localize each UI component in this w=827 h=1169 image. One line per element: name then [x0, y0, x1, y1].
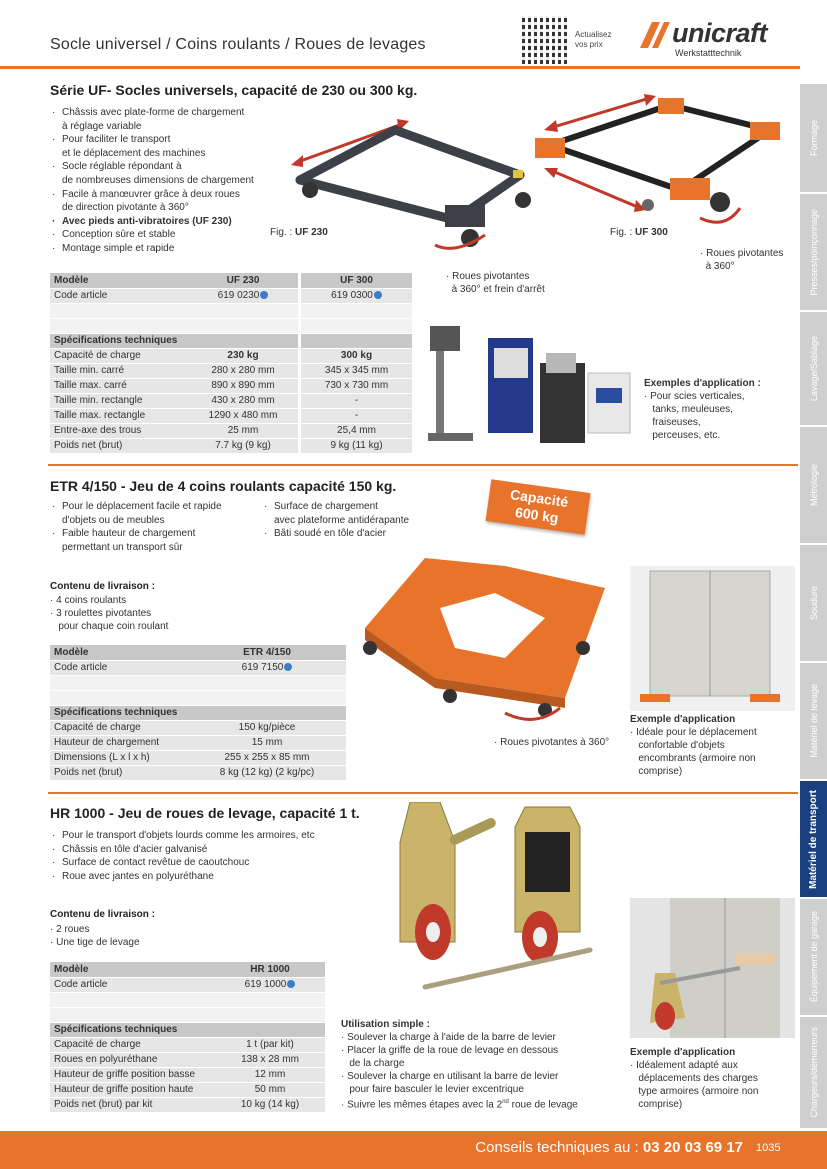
hr-image	[385, 802, 610, 1007]
etr-spec-table	[50, 645, 346, 781]
price-badge-icon	[374, 291, 382, 299]
qr-caption: Actualisez vos prix	[575, 30, 612, 49]
hr-spec-table	[50, 962, 325, 1113]
list-item: · Châssis avec plate-forme de chargement à réglage variable	[50, 106, 280, 133]
table-row	[50, 675, 346, 690]
etr-image	[355, 548, 615, 728]
etr-title: ETR 4/150 - Jeu de 4 coins roulants capacité 150 kg.	[50, 478, 397, 494]
table-row: Code article 619 0230 619 0300	[50, 288, 412, 303]
table-row: Poids net (brut) par kit 10 kg (14 kg)	[50, 1097, 325, 1112]
list-item: · Pour le transport d'objets lourds comme les armoires, etc	[50, 829, 350, 843]
table-row	[50, 303, 412, 318]
list-item: · Avec pieds anti-vibratoires (UF 230)	[50, 215, 280, 229]
tab-presses[interactable]: Presses/poinçonnage	[800, 194, 827, 312]
section-divider	[48, 464, 798, 466]
table-row	[50, 1007, 325, 1022]
list-item: · Châssis en tôle d'acier galvanisé	[50, 843, 350, 857]
tab-metrologie[interactable]: Métrologie	[800, 427, 827, 545]
uf-bullets	[50, 106, 280, 256]
table-row: Roues en polyuréthane 138 x 28 mm	[50, 1052, 325, 1067]
list-item: · Pour faciliter le transport et le déplacement des machines	[50, 133, 280, 160]
table-row: Hauteur de griffe position haute 50 mm	[50, 1082, 325, 1097]
etr-cabinet-photo	[630, 566, 795, 711]
table-row: Poids net (brut) 8 kg (12 kg) (2 kg/pc)	[50, 765, 346, 780]
table-row: Hauteur de chargement 15 mm	[50, 735, 346, 750]
tab-transport[interactable]: Matériel de transport	[800, 781, 827, 899]
brand-logo: unicraft	[672, 18, 768, 48]
list-item: · Faible hauteur de chargement permettant un transport sûr	[50, 527, 260, 554]
table-row: Hauteur de griffe position basse 12 mm	[50, 1067, 325, 1082]
table-row	[50, 690, 346, 705]
footer-contact: Conseils techniques au : 03 20 03 69 17	[475, 1139, 743, 1156]
table-row: Spécifications techniques	[50, 1022, 325, 1037]
hr-application-photo	[630, 898, 795, 1038]
tab-formage[interactable]: Formage	[800, 84, 827, 194]
hr-usage: Utilisation simple : · Soulever la charge à l'aide de la barre de levier · Placer la griffe de la roue de levage en dessous de la charge · Soulever la charge en utilisant la barre de levier pour faire basculer le levier excentrique · Suivre les mêmes étapes avec la 2nd roue de levage	[341, 1019, 578, 1111]
table-row: Code article 619 7150	[50, 660, 346, 675]
hr-delivery-list: · 2 roues · Une tige de levage	[50, 924, 140, 948]
uf300-caption: Fig. : UF 300	[610, 227, 668, 238]
table-row: Taille max. carré 890 x 890 mm 730 x 730 mm	[50, 378, 412, 393]
section-divider	[48, 792, 798, 794]
table-row	[50, 992, 325, 1007]
etr-delivery-title: Contenu de livraison :	[50, 581, 156, 592]
tab-soudure[interactable]: Soudure	[800, 545, 827, 663]
table-row: Entre-axe des trous 25 mm 25,4 mm	[50, 423, 412, 438]
brand-logo-mark	[638, 20, 672, 50]
table-row: Taille min. rectangle 430 x 280 mm -	[50, 393, 412, 408]
list-item: · Conception sûre et stable	[50, 228, 280, 242]
hr-delivery-title: Contenu de livraison :	[50, 909, 156, 920]
hr-title: HR 1000 - Jeu de roues de levage, capacité 1 t.	[50, 805, 360, 821]
page-title: Socle universel / Coins roulants / Roues de levages	[50, 36, 426, 53]
machines-image	[428, 318, 638, 453]
hr-bullets	[50, 829, 350, 883]
list-item: · Facile à manœuvrer grâce à deux roues de direction pivotante à 360°	[50, 188, 280, 215]
table-row: Taille min. carré 280 x 280 mm 345 x 345 mm	[50, 363, 412, 378]
list-item: · Roue avec jantes en polyuréthane	[50, 870, 350, 884]
price-badge-icon	[284, 663, 292, 671]
hr-app-example: Exemple d'application · Idéalement adapté aux déplacements des charges type armoires (armoire non comprise)	[630, 1047, 759, 1110]
uf230-caption: Fig. : UF 230	[270, 227, 328, 238]
uf-title: Série UF- Socles universels, capacité de 230 ou 300 kg.	[50, 82, 418, 98]
table-row	[50, 318, 412, 333]
table-row: Modèle ETR 4/150	[50, 645, 346, 660]
uf-wheels-note-right: · Roues pivotantes à 360°	[700, 248, 784, 272]
table-row: Poids net (brut) 7.7 kg (9 kg) 9 kg (11 kg)	[50, 438, 412, 453]
tab-chargeurs[interactable]: Chargeurs/démarreurs	[800, 1017, 827, 1130]
table-row: Capacité de charge 1 t (par kit)	[50, 1037, 325, 1052]
list-item: · Bâti soudé en tôle d'acier	[262, 527, 462, 541]
uf-app-examples: Exemples d'application : · Pour scies verticales, tanks, meuleuses, fraiseuses, perceuses, etc.	[644, 378, 761, 441]
table-row: Dimensions (L x l x h) 255 x 255 x 85 mm	[50, 750, 346, 765]
page-number: 1035	[756, 1142, 781, 1154]
table-row: Modèle HR 1000	[50, 962, 325, 977]
table-row: Capacité de charge 230 kg 300 kg	[50, 348, 412, 363]
table-row: Capacité de charge 150 kg/pièce	[50, 720, 346, 735]
price-badge-icon	[287, 980, 295, 988]
uf-spec-table	[50, 273, 412, 454]
etr-bullets-left	[50, 500, 260, 554]
etr-app-example: Exemple d'application · Idéale pour le déplacement confortable d'objets encombrants (armoire non comprise)	[630, 714, 757, 777]
table-row: Modèle UF 230 UF 300	[50, 273, 412, 288]
table-row: Spécifications techniques	[50, 333, 412, 348]
table-row: Spécifications techniques	[50, 705, 346, 720]
list-item: · Surface de contact revêtue de caoutchouc	[50, 856, 350, 870]
uf-wheels-note: · Roues pivotantes à 360° et frein d'arrêt	[446, 271, 545, 295]
table-row: Code article 619 1000	[50, 977, 325, 992]
side-tabs	[800, 84, 827, 1130]
price-badge-icon	[260, 291, 268, 299]
table-row: Taille max. rectangle 1290 x 480 mm -	[50, 408, 412, 423]
capacity-badge: Capacité 600 kg	[486, 479, 591, 535]
list-item: · Surface de chargement avec plateforme antidérapante	[262, 500, 462, 527]
list-item: · Montage simple et rapide	[50, 242, 280, 256]
etr-delivery-list: · 4 coins roulants · 3 roulettes pivotantes pour chaque coin roulant	[50, 595, 169, 632]
brand-subtitle: Werkstatttechnik	[675, 48, 742, 58]
qr-code-overlay	[522, 16, 570, 64]
header-rule	[0, 66, 800, 69]
tab-garage[interactable]: Équipement de garage	[800, 899, 827, 1017]
list-item: · Pour le déplacement facile et rapide d'objets ou de meubles	[50, 500, 260, 527]
etr-bullets-right	[262, 500, 462, 541]
tab-levage[interactable]: Matériel de levage	[800, 663, 827, 781]
etr-wheels-note: · Roues pivotantes à 360°	[494, 737, 610, 748]
list-item: · Socle réglable répondant à de nombreuses dimensions de chargement	[50, 160, 280, 187]
tab-lavage[interactable]: Lavage/Sablage	[800, 312, 827, 427]
uf300-image	[530, 90, 795, 245]
